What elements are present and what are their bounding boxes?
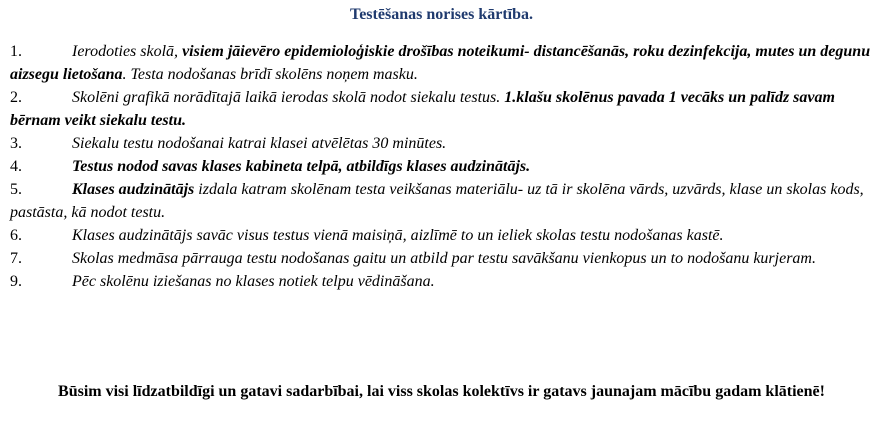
list-item (10, 40, 876, 86)
item-text-segment: Klases audzinātājs savāc visus testus vienā maisiņā, aizlīmē to un ieliek skolas testu nodošanas kastē. (72, 227, 724, 244)
item-text-segment: Pēc skolēnu iziešanas no klases notiek telpu vēdināšana. (72, 273, 435, 290)
item-text-segment: . Testa nodošanas brīdī skolēns noņem masku. (122, 66, 418, 83)
item-number: 5. (10, 181, 22, 198)
item-text-segment-bold: 1.klašu skolēnus pavada 1 vecāks un palīdz savam bērnam veikt siekalu testu. (10, 89, 835, 129)
item-number: 6. (10, 227, 22, 244)
item-number: 1. (10, 43, 22, 60)
item-text-segment: Siekalu testu nodošanai katrai klasei atvēlētas 30 minūtes. (72, 135, 447, 152)
item-text-segment: izdala katram skolēnam testa veikšanas materiālu- uz tā ir skolēna vārds, uzvārds, klase un skolas kods, pastāsta, kā nodot testu. (10, 181, 864, 221)
item-number: 2. (10, 89, 22, 106)
item-text-segment-bold: Testus nodod savas klases kabineta telpā, atbildīgs klases audzinātājs. (72, 158, 531, 175)
list-item (10, 247, 876, 270)
item-number: 7. (10, 250, 22, 267)
procedure-list (10, 40, 876, 293)
item-text-segment-bold: visiem jāievēro epidemioloģiskie drošības noteikumi- distancēšanās, roku dezinfekcija, mutes un degunu aizsegu lietošana (10, 43, 871, 83)
list-item (10, 270, 876, 293)
item-number: 4. (10, 158, 22, 175)
item-text-segment: Skolas medmāsa pārrauga testu nodošanas gaitu un atbild par testu savākšanu vienkopus un to nodošanu kurjeram. (72, 250, 816, 267)
list-item (10, 132, 876, 155)
item-text-segment: Skolēni grafikā norādītajā laikā ierodas skolā nodot siekalu testus. (72, 89, 505, 106)
document-title: Testēšanas norises kārtība. (350, 6, 533, 23)
list-item (10, 86, 876, 132)
list-item (10, 155, 876, 178)
list-item (10, 224, 876, 247)
item-text-segment-bold: Klases audzinātājs (72, 181, 195, 198)
item-number: 9. (10, 273, 22, 290)
item-number: 3. (10, 135, 22, 152)
closing-statement: Būsim visi līdzatbildīgi un gatavi sadarbībai, lai viss skolas kolektīvs ir gatavs jaunajam mācību gadam klātienē! (58, 383, 825, 400)
list-item (10, 178, 876, 224)
item-text-segment: Ierodoties skolā, (72, 43, 183, 60)
